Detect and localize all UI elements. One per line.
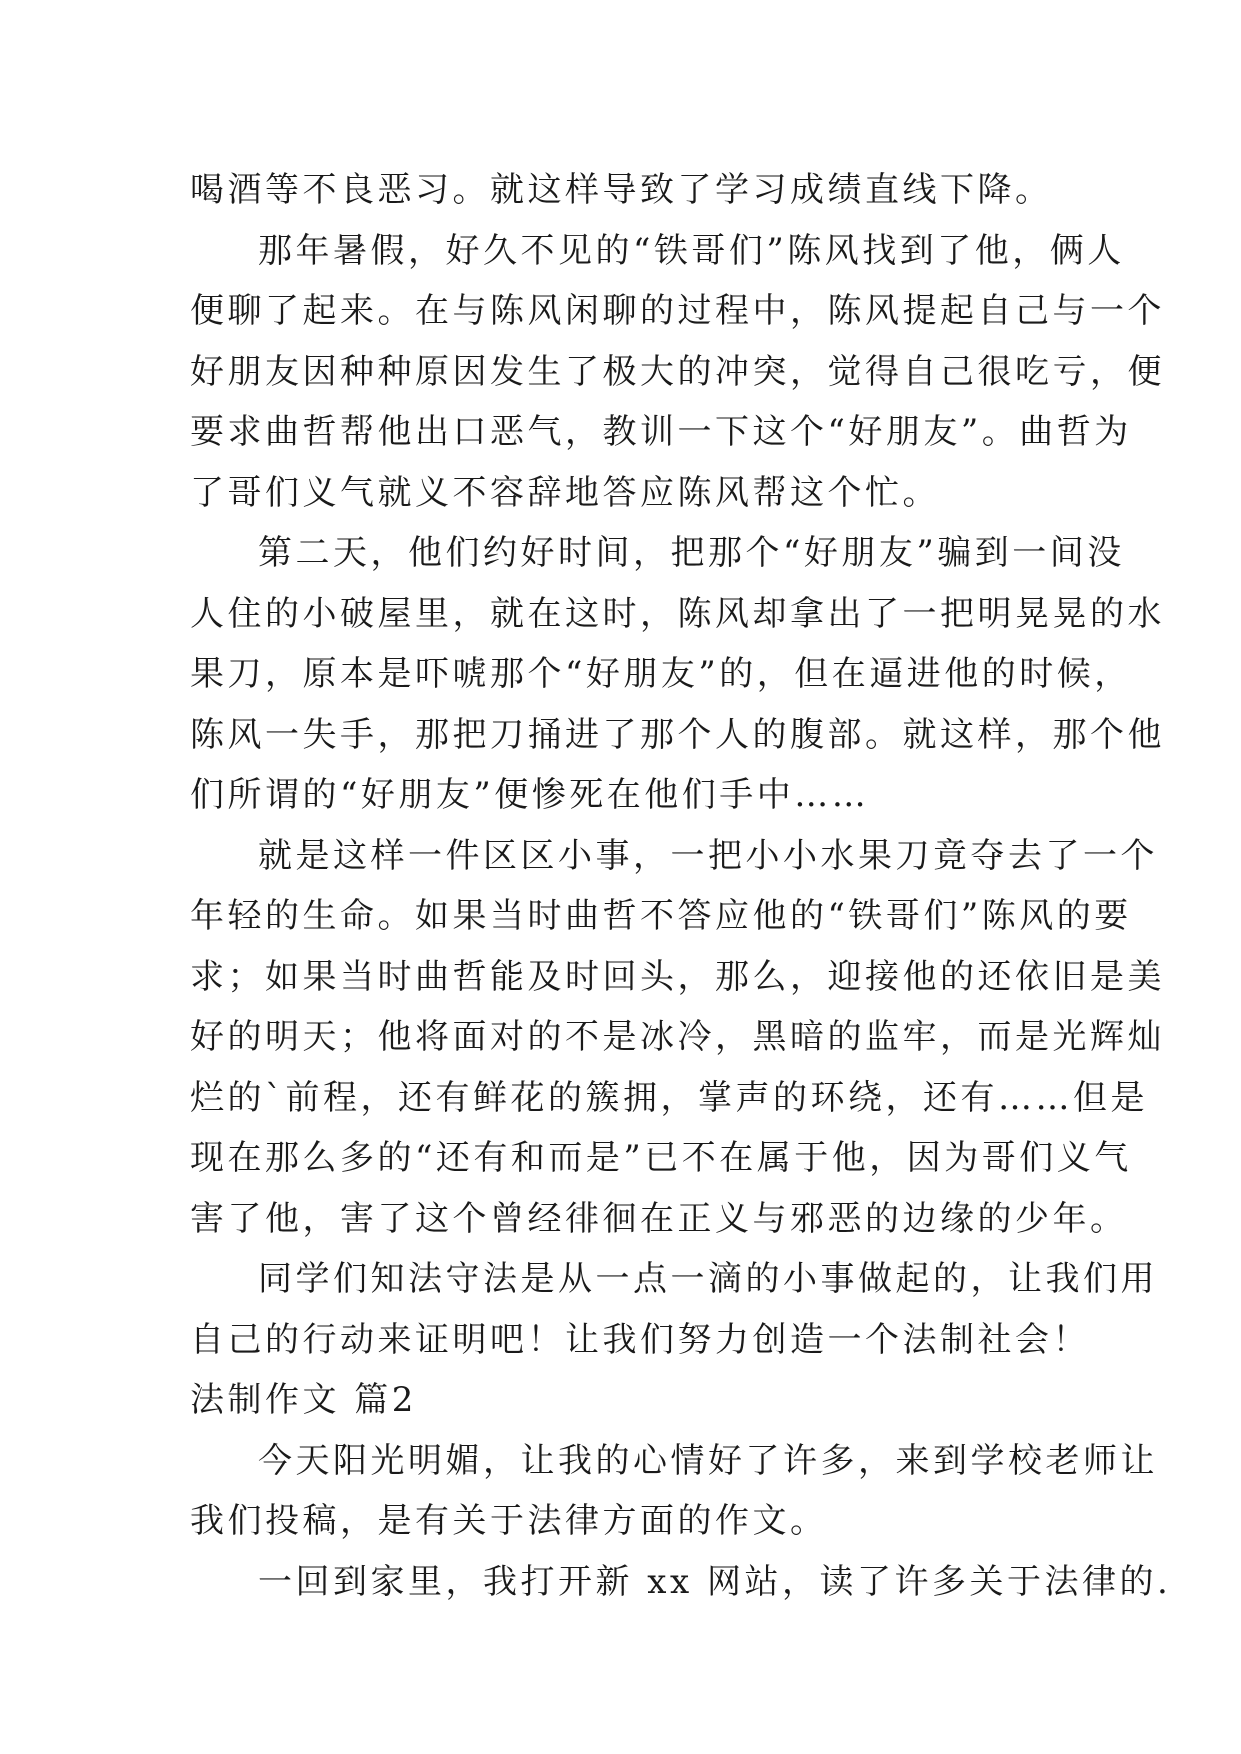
section-heading: 法制作文 篇2 xyxy=(190,1380,417,1420)
document-body xyxy=(190,160,1172,1612)
text-line: 同学们知法守法是从一点一滴的小事做起的，让我们用 xyxy=(258,1259,1158,1299)
text-line: 就是这样一件区区小事，一把小小水果刀竟夺去了一个 xyxy=(258,835,1158,876)
text-line: 那年暑假，好久不见的“铁哥们”陈风找到了他，俩人 xyxy=(258,230,1125,271)
text-line: 好的明天；他将面对的不是冰冷，黑暗的监牢，而是光辉灿 xyxy=(190,1017,1165,1057)
text-line: 一回到家里，我打开新 xx 网站，读了许多关于法律的. xyxy=(258,1561,1172,1602)
text-line: 喝酒等不良恶习。就这样导致了学习成绩直线下降。 xyxy=(190,170,1053,210)
text-line: 烂的`前程，还有鲜花的簇拥，掌声的环绕，还有……但是 xyxy=(190,1077,1148,1118)
text-line: 便聊了起来。在与陈风闲聊的过程中，陈风提起自己与一个 xyxy=(190,291,1165,331)
text-line: 今天阳光明媚，让我的心情好了许多，来到学校老师让 xyxy=(258,1440,1158,1481)
text-line: 陈风一失手，那把刀捅进了那个人的腹部。就这样，那个他 xyxy=(190,714,1165,755)
text-line: 年轻的生命。如果当时曲哲不答应他的“铁哥们”陈风的要 xyxy=(190,896,1132,936)
text-line: 害了他，害了这个曾经徘徊在正义与邪恶的边缘的少年。 xyxy=(190,1198,1128,1239)
text-line: 了哥们义气就义不容辞地答应陈风帮这个忙。 xyxy=(190,472,940,513)
text-line: 求；如果当时曲哲能及时回头，那么，迎接他的还依旧是美 xyxy=(190,956,1165,997)
text-line: 第二天，他们约好时间，把那个“好朋友”骗到一间没 xyxy=(258,533,1125,573)
text-line: 们所谓的“好朋友”便惨死在他们手中…… xyxy=(190,775,870,815)
text-line: 要求曲哲帮他出口恶气，教训一下这个“好朋友”。曲哲为 xyxy=(190,412,1132,452)
text-line: 人住的小破屋里，就在这时，陈风却拿出了一把明晃晃的水 xyxy=(190,593,1165,634)
text-line: 我们投稿，是有关于法律方面的作文。 xyxy=(190,1501,828,1541)
text-line: 现在那么多的“还有和而是”已不在属于他，因为哥们义气 xyxy=(190,1138,1132,1178)
text-line: 好朋友因种种原因发生了极大的冲突，觉得自己很吃亏，便 xyxy=(190,351,1165,392)
text-line: 果刀，原本是吓唬那个“好朋友”的，但在逼进他的时候， xyxy=(190,654,1132,694)
text-line: 自己的行动来证明吧！让我们努力创造一个法制社会！ xyxy=(190,1319,1090,1360)
